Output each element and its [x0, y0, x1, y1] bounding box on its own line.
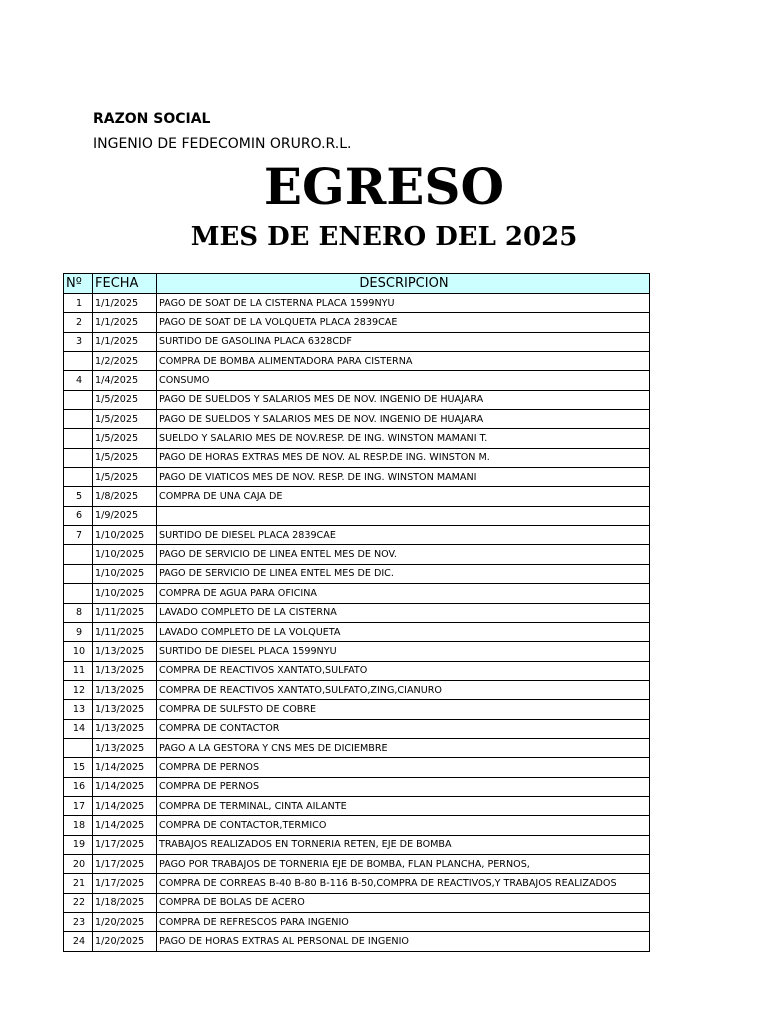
cell-number: 12	[64, 680, 93, 699]
cell-descripcion: COMPRA DE PERNOS	[157, 758, 650, 777]
cell-fecha: 1/14/2025	[93, 816, 157, 835]
cell-fecha: 1/10/2025	[93, 545, 157, 564]
cell-number: 11	[64, 661, 93, 680]
cell-fecha: 1/17/2025	[93, 854, 157, 873]
cell-fecha: 1/5/2025	[93, 429, 157, 448]
table-row	[64, 932, 650, 951]
cell-number: 24	[64, 932, 93, 951]
table-row	[64, 468, 650, 487]
table-row	[64, 816, 650, 835]
cell-descripcion: SURTIDO DE GASOLINA PLACA 6328CDF	[157, 332, 650, 351]
cell-descripcion: COMPRA DE REACTIVOS XANTATO,SULFATO	[157, 661, 650, 680]
cell-fecha: 1/13/2025	[93, 661, 157, 680]
table-row	[64, 893, 650, 912]
cell-fecha: 1/14/2025	[93, 758, 157, 777]
column-header-descripcion: DESCRIPCION	[157, 274, 650, 294]
table-row	[64, 777, 650, 796]
cell-number	[64, 564, 93, 583]
table-row	[64, 622, 650, 641]
cell-descripcion: COMPRA DE AGUA PARA OFICINA	[157, 584, 650, 603]
cell-descripcion: PAGO DE SOAT DE LA VOLQUETA PLACA 2839CAE	[157, 313, 650, 332]
cell-number: 9	[64, 622, 93, 641]
cell-fecha: 1/4/2025	[93, 371, 157, 390]
cell-number: 8	[64, 603, 93, 622]
table-row	[64, 564, 650, 583]
cell-fecha: 1/13/2025	[93, 642, 157, 661]
table-row	[64, 448, 650, 467]
cell-number: 23	[64, 913, 93, 932]
table-row	[64, 429, 650, 448]
table-row	[64, 854, 650, 873]
cell-fecha: 1/11/2025	[93, 603, 157, 622]
cell-number: 16	[64, 777, 93, 796]
cell-descripcion: SUELDO Y SALARIO MES DE NOV.RESP. DE ING. WINSTON MAMANI T.	[157, 429, 650, 448]
cell-fecha: 1/5/2025	[93, 410, 157, 429]
cell-number: 6	[64, 506, 93, 525]
cell-number	[64, 468, 93, 487]
cell-number: 4	[64, 371, 93, 390]
cell-number: 14	[64, 719, 93, 738]
cell-descripcion: PAGO DE SERVICIO DE LINEA ENTEL MES DE DIC.	[157, 564, 650, 583]
table-row	[64, 642, 650, 661]
cell-descripcion: COMPRA DE PERNOS	[157, 777, 650, 796]
cell-number	[64, 390, 93, 409]
table-row	[64, 294, 650, 313]
cell-number	[64, 429, 93, 448]
cell-fecha: 1/5/2025	[93, 448, 157, 467]
table-row	[64, 371, 650, 390]
cell-descripcion: COMPRA DE CONTACTOR	[157, 719, 650, 738]
cell-fecha: 1/10/2025	[93, 564, 157, 583]
table-row	[64, 719, 650, 738]
cell-descripcion: CONSUMO	[157, 371, 650, 390]
cell-number	[64, 584, 93, 603]
cell-descripcion: COMPRA DE REFRESCOS PARA INGENIO	[157, 913, 650, 932]
cell-fecha: 1/9/2025	[93, 506, 157, 525]
cell-number	[64, 545, 93, 564]
table-row	[64, 506, 650, 525]
table-row	[64, 410, 650, 429]
cell-descripcion: PAGO DE VIATICOS MES DE NOV. RESP. DE ING. WINSTON MAMANI	[157, 468, 650, 487]
cell-descripcion: LAVADO COMPLETO DE LA CISTERNA	[157, 603, 650, 622]
cell-fecha: 1/2/2025	[93, 352, 157, 371]
cell-number: 19	[64, 835, 93, 854]
cell-fecha: 1/1/2025	[93, 294, 157, 313]
cell-fecha: 1/14/2025	[93, 777, 157, 796]
table-row	[64, 874, 650, 893]
cell-descripcion: PAGO DE HORAS EXTRAS MES DE NOV. AL RESP.DE ING. WINSTON M.	[157, 448, 650, 467]
cell-fecha: 1/17/2025	[93, 835, 157, 854]
cell-descripcion: COMPRA DE CORREAS B-40 B-80 B-116 B-50,COMPRA DE REACTIVOS,Y TRABAJOS REALIZADOS	[157, 874, 650, 893]
cell-descripcion: PAGO DE SUELDOS Y SALARIOS MES DE NOV. INGENIO DE HUAJARA	[157, 410, 650, 429]
cell-descripcion: LAVADO COMPLETO DE LA VOLQUETA	[157, 622, 650, 641]
cell-number: 5	[64, 487, 93, 506]
cell-number: 10	[64, 642, 93, 661]
cell-descripcion: PAGO DE SERVICIO DE LINEA ENTEL MES DE NOV.	[157, 545, 650, 564]
company-name: INGENIO DE FEDECOMIN ORURO.R.L.	[93, 136, 352, 152]
table-row	[64, 680, 650, 699]
cell-descripcion	[157, 506, 650, 525]
cell-number: 17	[64, 796, 93, 815]
cell-number	[64, 738, 93, 757]
cell-number: 22	[64, 893, 93, 912]
cell-fecha: 1/10/2025	[93, 584, 157, 603]
cell-number	[64, 410, 93, 429]
cell-number: 2	[64, 313, 93, 332]
cell-fecha: 1/13/2025	[93, 680, 157, 699]
table-row	[64, 390, 650, 409]
cell-descripcion: PAGO A LA GESTORA Y CNS MES DE DICIEMBRE	[157, 738, 650, 757]
table-body	[64, 294, 650, 952]
cell-descripcion: SURTIDO DE DIESEL PLACA 1599NYU	[157, 642, 650, 661]
cell-number: 18	[64, 816, 93, 835]
table-row	[64, 526, 650, 545]
column-header-fecha: FECHA	[93, 274, 157, 294]
cell-fecha: 1/13/2025	[93, 738, 157, 757]
table-row	[64, 758, 650, 777]
cell-number: 20	[64, 854, 93, 873]
table-row	[64, 487, 650, 506]
cell-fecha: 1/11/2025	[93, 622, 157, 641]
cell-descripcion: TRABAJOS REALIZADOS EN TORNERIA RETEN, EJE DE BOMBA	[157, 835, 650, 854]
cell-descripcion: COMPRA DE TERMINAL, CINTA AILANTE	[157, 796, 650, 815]
cell-fecha: 1/13/2025	[93, 700, 157, 719]
cell-fecha: 1/17/2025	[93, 874, 157, 893]
table-row	[64, 352, 650, 371]
table-row	[64, 913, 650, 932]
cell-descripcion: COMPRA DE BOMBA ALIMENTADORA PARA CISTERNA	[157, 352, 650, 371]
cell-descripcion: PAGO DE SOAT DE LA CISTERNA PLACA 1599NYU	[157, 294, 650, 313]
cell-fecha: 1/5/2025	[93, 468, 157, 487]
table-row	[64, 603, 650, 622]
table-row	[64, 738, 650, 757]
cell-number: 21	[64, 874, 93, 893]
cell-fecha: 1/10/2025	[93, 526, 157, 545]
cell-number	[64, 448, 93, 467]
cell-fecha: 1/18/2025	[93, 893, 157, 912]
cell-number: 1	[64, 294, 93, 313]
cell-fecha: 1/20/2025	[93, 932, 157, 951]
cell-fecha: 1/20/2025	[93, 913, 157, 932]
table-row	[64, 661, 650, 680]
cell-fecha: 1/5/2025	[93, 390, 157, 409]
cell-fecha: 1/1/2025	[93, 332, 157, 351]
document-title: EGRESO	[263, 157, 505, 216]
cell-fecha: 1/1/2025	[93, 313, 157, 332]
table-row	[64, 313, 650, 332]
cell-number: 15	[64, 758, 93, 777]
table-header-row	[64, 274, 650, 294]
company-label: RAZON SOCIAL	[93, 111, 211, 127]
document-subtitle: MES DE ENERO DEL 2025	[190, 222, 578, 252]
table-row	[64, 545, 650, 564]
table-row	[64, 835, 650, 854]
cell-descripcion: COMPRA DE CONTACTOR,TERMICO	[157, 816, 650, 835]
cell-descripcion: SURTIDO DE DIESEL PLACA 2839CAE	[157, 526, 650, 545]
cell-fecha: 1/8/2025	[93, 487, 157, 506]
table-row	[64, 584, 650, 603]
table-row	[64, 796, 650, 815]
cell-descripcion: COMPRA DE BOLAS DE ACERO	[157, 893, 650, 912]
expense-table	[63, 273, 650, 952]
cell-fecha: 1/13/2025	[93, 719, 157, 738]
cell-descripcion: PAGO POR TRABAJOS DE TORNERIA EJE DE BOMBA, FLAN PLANCHA, PERNOS,	[157, 854, 650, 873]
table-row	[64, 700, 650, 719]
cell-descripcion: PAGO DE SUELDOS Y SALARIOS MES DE NOV. INGENIO DE HUAJARA	[157, 390, 650, 409]
cell-descripcion: COMPRA DE REACTIVOS XANTATO,SULFATO,ZING,CIANURO	[157, 680, 650, 699]
cell-number: 13	[64, 700, 93, 719]
cell-number	[64, 352, 93, 371]
cell-descripcion: PAGO DE HORAS EXTRAS AL PERSONAL DE INGENIO	[157, 932, 650, 951]
cell-number: 7	[64, 526, 93, 545]
cell-descripcion: COMPRA DE UNA CAJA DE	[157, 487, 650, 506]
table-row	[64, 332, 650, 351]
column-header-number: Nº	[64, 274, 93, 294]
cell-descripcion: COMPRA DE SULFSTO DE COBRE	[157, 700, 650, 719]
cell-fecha: 1/14/2025	[93, 796, 157, 815]
cell-number: 3	[64, 332, 93, 351]
